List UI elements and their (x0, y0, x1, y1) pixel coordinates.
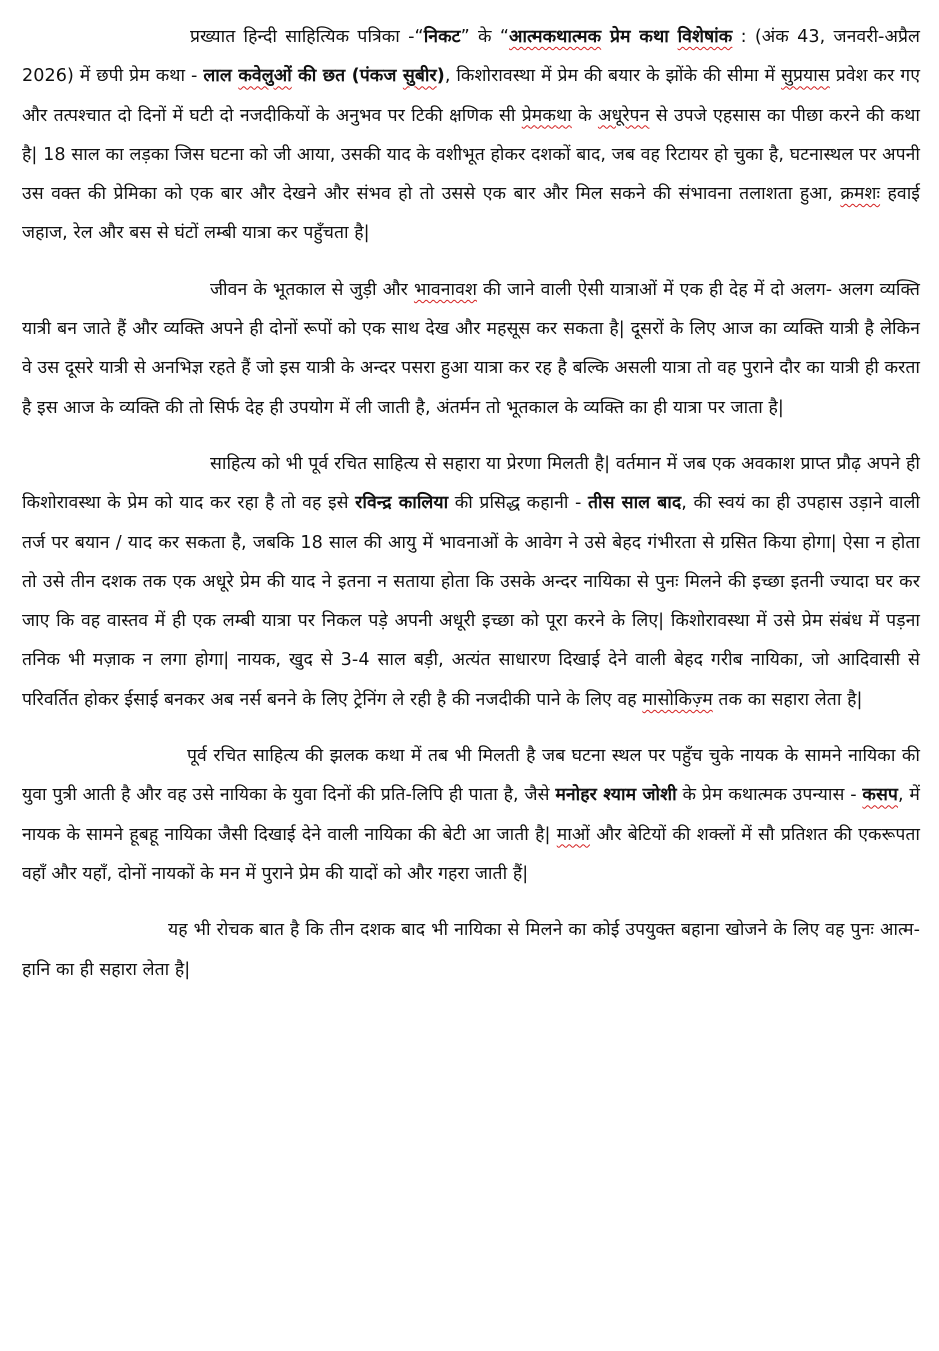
paragraph-3 (22, 445, 920, 720)
text-run: ” के “ (460, 27, 510, 47)
text-run: यह भी रोचक बात है कि तीन दशक बाद भी नायिका से मिलने का कोई उपयुक्त बहाना खोजने के लिए वह पुनः आत्म-हानि का ही सहारा लेता है| (22, 920, 920, 980)
text-run: माओं (556, 824, 590, 845)
text-run: और बेटियों की शक्लों में सौ प्रतिशत की एकरूपता वहाँ और यहाँ, दोनों नायकों के मन में पुराने प्रेम की यादों को और गहरा जाती हैं| (22, 824, 920, 884)
text-run: क्रमशः (840, 184, 881, 205)
emphasis-text: कवेलुओं (238, 66, 292, 87)
emphasis-text: कसप (862, 785, 898, 806)
text-run: प्रेमकथा (521, 105, 572, 126)
emphasis-text: आत्मकथात्मक (509, 27, 602, 47)
text-run: , में नायक के सामने हूबहू नायिका जैसी दिखाई देने वाली नायिका की बेटी आ जाती है| (22, 785, 921, 845)
text-run: हवाई जहाज, रेल और बस से घंटों लम्बी यात्रा कर पहुँचता है| (22, 184, 920, 244)
text-run: पूर्व रचित साहित्य की झलक कथा में तब भी मिलती है जब घटना स्थल पर पहुँच चुके नायक के सामने नायिका की युवा पुत्री आती है और वह उसे नायिका के युवा दिनों की प्रति-लिपि ही पाता है, जैसे (22, 746, 920, 806)
text-run: के (571, 105, 598, 126)
emphasis-text: ) (436, 66, 445, 87)
text-run: मासोकिज़्म (642, 689, 713, 710)
emphasis-text: प्रेम कथा (601, 27, 678, 47)
text-run: प्रख्यात हिन्दी साहित्यिक पत्रिका -“ (190, 27, 424, 47)
text-run: साहित्य को भी पूर्व रचित साहित्य से सहारा या प्रेरणा मिलती है| वर्तमान में जब एक अवकाश प्राप्त प्रौढ़ अपने ही किशोरावस्था के प्रेम को याद कर रहा है तो वह इसे (22, 453, 920, 514)
emphasis-text: निकट (423, 27, 461, 47)
emphasis-text: मनोहर श्याम जोशी (555, 785, 677, 806)
text-run: से उपजे एहसास का पीछा करने की कथा है| 18 साल का लड़का जिस घटना को जी आया, उसकी याद के वशीभूत होकर दशकों बाद, जब वह रिटायर हो चुका है, घटनास्थल पर अपनी उस वक्त की प्रेमिका को एक बार और देखने और संभव हो तो उससे एक बार और मिल सकने की संभावना तलाशता हुआ, (22, 105, 920, 205)
text-run: के प्रेम कथात्मक उपन्यास - (676, 785, 863, 806)
text-run: , की स्वयं का ही उपहास उड़ाने वाली तर्ज पर बयान / याद कर सकता है, जबकि 18 साल की आयु में भावनाओं के आवेग ने उसे बेहद गंभीरता से ग्रसित किया होगा| ऐसा न होता तो उसे तीन दशक तक एक अधूरे प्रेम की याद ने इतना न सताया होता कि उसके अन्दर नायिका से पुनः मिलने की इच्छा इतनी ज्यादा घर कर जाए कि वह वास्तव में ही एक लम्बी यात्रा पर निकल पड़े अपनी अधूरी इच्छा को पूरा करने के लिए| किशोरावस्था में उसे प्रेम संबंध में पड़ना तनिक भी मज़ाक न लगा होगा| नायक, खुद से 3-4 साल बड़ी, अत्यंत साधारण दिखाई देने वाली बेहद गरीब नायिका, जो आदिवासी से परिवर्तित होकर ईसाई बनकर अब नर्स बनने के लिए ट्रेनिंग ले रही है की नजदीकी पाने के लिए वह (22, 493, 920, 710)
text-run: , किशोरावस्था में प्रेम की बयार के झोंके की सीमा में (444, 66, 782, 87)
paragraph-2 (22, 271, 920, 428)
emphasis-text: की छत (पंकज (291, 66, 403, 87)
paragraph-5 (22, 911, 920, 990)
text-run: प्रवेश कर गए और तत्पश्चात दो दिनों में घटी दो नजदीकियों के अनुभव पर टिकी क्षणिक सी (22, 66, 920, 126)
text-run: की प्रसिद्ध कहानी - (448, 493, 589, 514)
emphasis-text: रविन्द्र कालिया (355, 493, 449, 514)
document-body (22, 18, 920, 990)
text-run: तक का सहारा लेता है| (712, 689, 863, 710)
emphasis-text: लाल (203, 66, 239, 87)
text-run: सुप्रयास (781, 66, 830, 87)
text-run: अधूरेपन (597, 105, 650, 126)
emphasis-text: सुबीर (402, 66, 437, 87)
text-run: की जाने वाली ऐसी यात्राओं में एक ही देह में दो अलग- अलग व्यक्ति यात्री बन जाते हैं और व्यक्ति अपने ही दोनों रूपों को एक साथ देख और महसूस कर सकता है| दूसरों के लिए आज का व्यक्ति यात्री है लेकिन वे उस दूसरे यात्री से अनभिज्ञ रहते हैं जो इस यात्री के अन्दर पसरा हुआ यात्रा कर रह है बल्कि असली यात्रा तो वह पुराने दौर का यात्री ही करता है इस आज के व्यक्ति की तो सिर्फ देह ही उपयोग में ली जाती है, अंतर्मन तो भूतकाल के व्यक्ति का ही यात्रा पर जाता है| (22, 279, 920, 418)
emphasis-text: विशेषांक (677, 27, 733, 47)
text-run: जीवन के भूतकाल से जुड़ी और (210, 279, 414, 300)
emphasis-text: तीस साल बाद (588, 493, 682, 514)
paragraph-1 (22, 18, 920, 254)
text-run: भावनावश (413, 279, 477, 300)
paragraph-4 (22, 737, 920, 894)
text-run: : (अंक 43, जनवरी-अप्रैल 2026) में छपी प्रेम कथा - (22, 27, 920, 87)
